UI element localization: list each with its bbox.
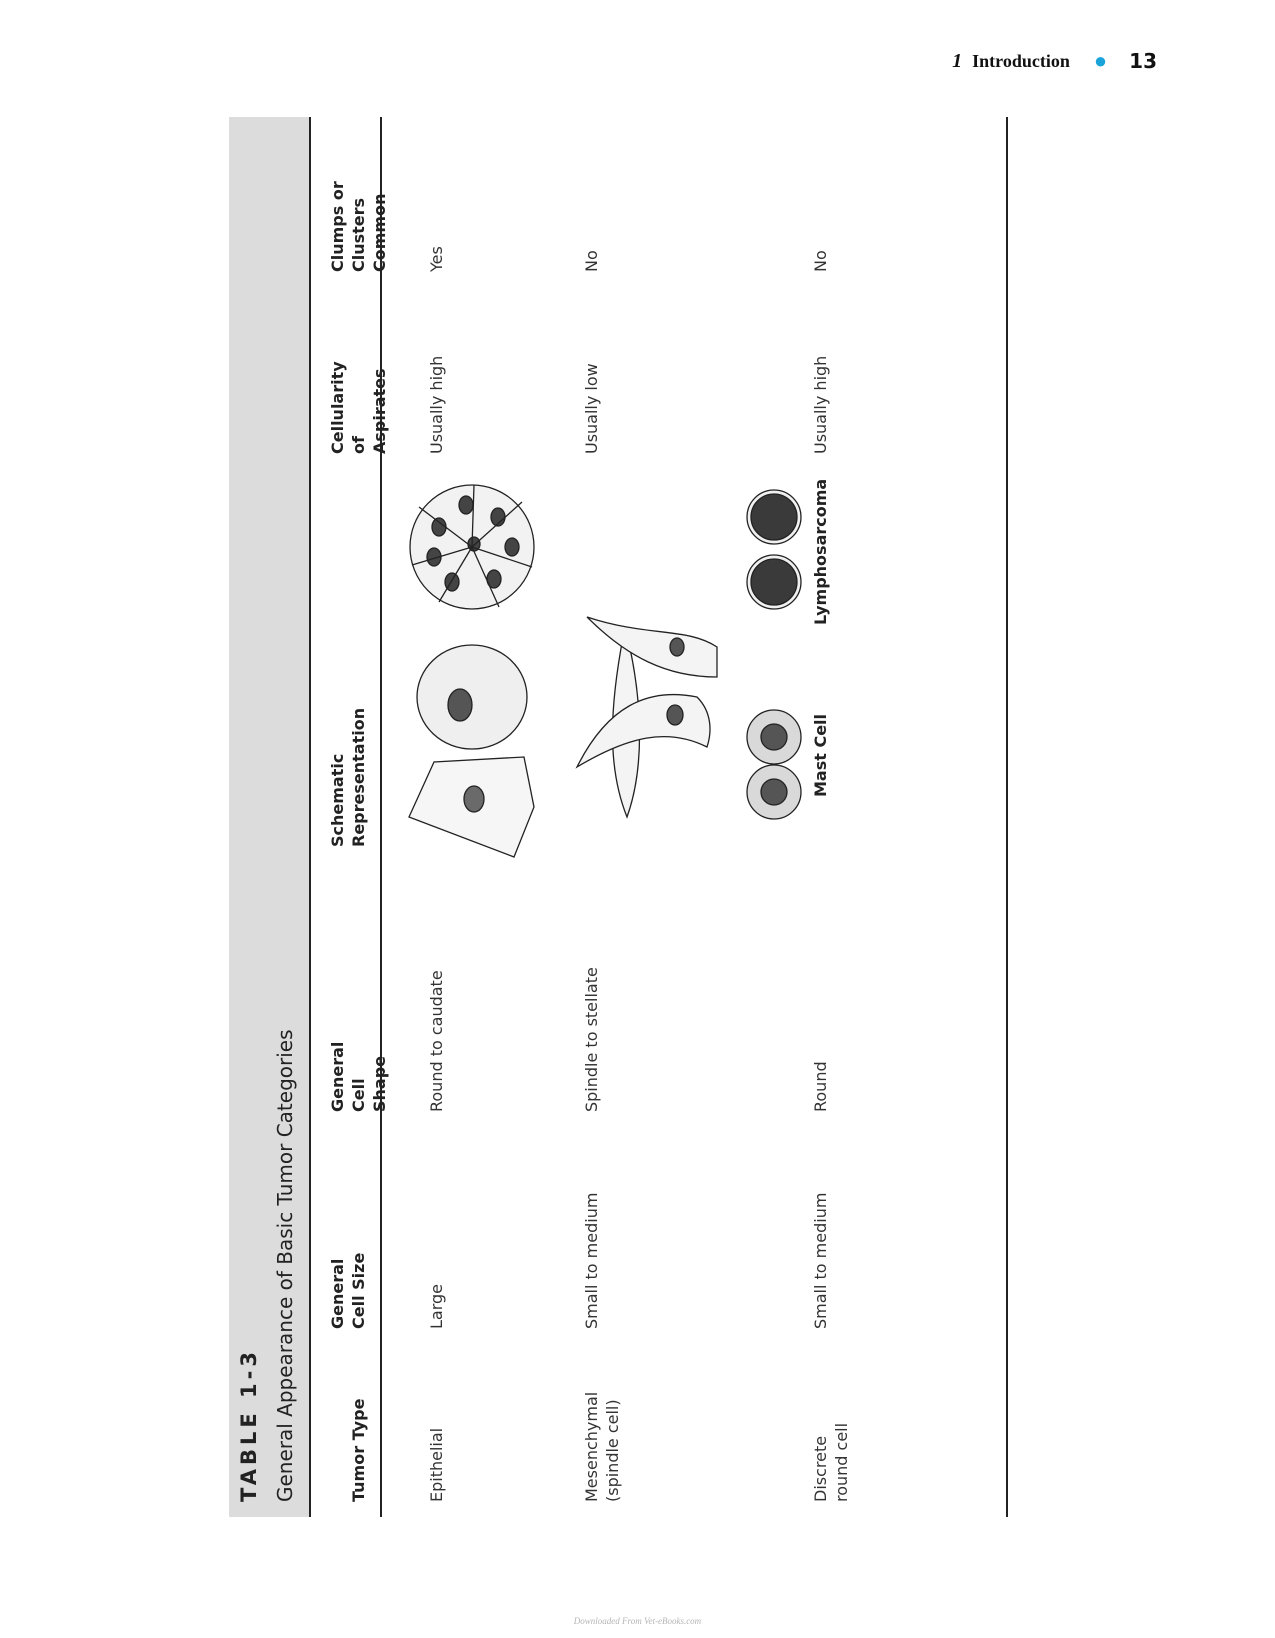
footer-note: Downloaded From Vet-eBooks.com <box>573 1616 702 1626</box>
cell-shape: Spindle to stellate <box>582 967 601 1112</box>
schematic-label-mast-cell: Mast Cell <box>811 713 830 797</box>
cell-clumps: No <box>811 250 830 272</box>
bullet-icon: ● <box>1093 48 1108 73</box>
round-cells-drawing <box>739 467 809 827</box>
header-rule-bottom <box>380 117 382 1517</box>
cell-size: Large <box>427 1283 446 1329</box>
cell-cellularity: Usually low <box>582 363 601 454</box>
cell-cellularity: Usually high <box>811 355 830 454</box>
spindle-cells-drawing <box>547 607 727 827</box>
col-head-cellularity: Cellularity of Aspirates <box>328 361 389 454</box>
cell-size: Small to medium <box>582 1192 601 1329</box>
chapter-number: 1 <box>952 49 963 72</box>
page-number: 13 <box>1129 49 1157 73</box>
cell-size: Small to medium <box>811 1192 830 1329</box>
cell-clumps: Yes <box>427 246 446 272</box>
cell-shape: Round to caudate <box>427 970 446 1112</box>
cell-cellularity: Usually high <box>427 355 446 454</box>
epithelial-cells-drawing <box>394 447 544 877</box>
running-head <box>952 46 1157 76</box>
cell-tumor-type: Epithelial <box>427 1427 446 1502</box>
table-label: TABLE 1-3 <box>237 1348 261 1502</box>
col-head-cell-size: General Cell Size <box>328 1252 368 1329</box>
col-head-schematic: Schematic Representation <box>328 707 368 847</box>
table-bottom-rule <box>1006 117 1008 1517</box>
col-head-clumps: Clumps or Clusters Common <box>328 181 389 272</box>
cell-tumor-type: Mesenchymal (spindle cell) <box>582 1391 622 1502</box>
cell-clumps: No <box>582 250 601 272</box>
table-title: General Appearance of Basic Tumor Categories <box>273 1029 297 1502</box>
cell-shape: Round <box>811 1061 830 1112</box>
schematic-label-lymphosarcoma: Lymphosarcoma <box>811 478 830 625</box>
header-rule-top <box>309 117 311 1517</box>
col-head-cell-shape: General Cell Shape <box>328 1041 389 1112</box>
table-title-band <box>229 117 309 1517</box>
table-1-3 <box>229 117 1029 1517</box>
col-head-tumor-type: Tumor Type <box>349 1398 368 1502</box>
cell-tumor-type: Discrete round cell <box>811 1422 851 1502</box>
chapter-title: Introduction <box>972 50 1070 71</box>
